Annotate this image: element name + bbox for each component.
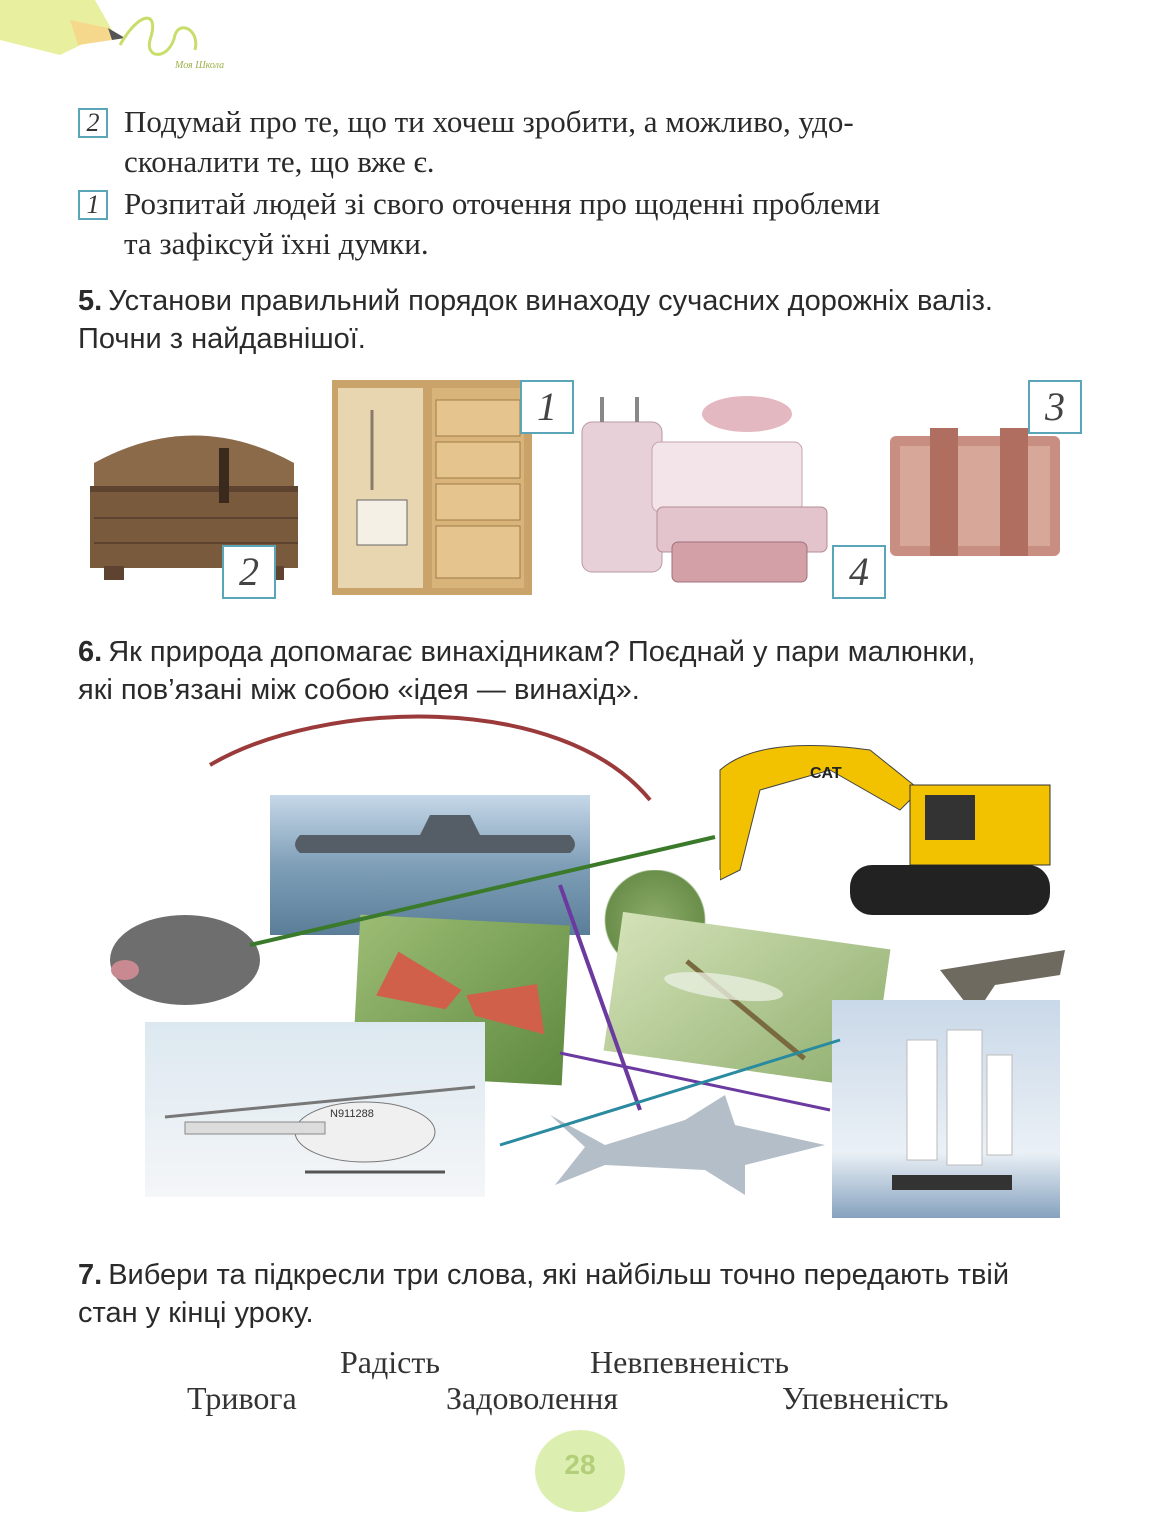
item-check-box[interactable]: 2 [78, 108, 108, 138]
item-line: Подумай про те, що ти хочеш зробити, а можливо, удо- [124, 104, 854, 139]
matching-lines [0, 690, 1151, 1210]
svg-text:Моя Школа: Моя Школа [175, 60, 225, 71]
pencil-decoration [0, 0, 260, 80]
item-line: та зафіксуй їхні думки. [124, 226, 429, 261]
task-number: 5. [78, 285, 103, 317]
word-option[interactable]: Невпевненість [590, 1344, 789, 1380]
page-number-badge [535, 1430, 625, 1512]
answer-box-chest[interactable]: 2 [222, 545, 276, 599]
item-text [124, 102, 1079, 142]
answer-box-modern-luggage[interactable]: 4 [832, 545, 886, 599]
word-option[interactable]: Задоволення [446, 1380, 619, 1416]
task-line: Як природа допомагає винахідникам? Поєднай у пари малюнки, [108, 636, 976, 668]
item-line: сконалити те, що вже є. [124, 144, 435, 179]
task-7-text [78, 1256, 1088, 1332]
task-line: стан у кінці уроку. [78, 1297, 314, 1329]
task-line: Почни з найдавнішої. [78, 323, 366, 355]
task-line: Установи правильний порядок винаходу сучасних дорожніх валіз. [108, 285, 993, 317]
page-number: 28 [564, 1449, 596, 1480]
task-5-text [78, 282, 1088, 358]
item-line: Розпитай людей зі свого оточення про щоденні проблеми [124, 186, 881, 221]
task-line: які пов’язані між собою «ідея — винахід». [78, 674, 640, 706]
task-number: 7. [78, 1259, 103, 1291]
word-option[interactable]: Упевненість [782, 1380, 949, 1416]
wardrobe-trunk-image [332, 380, 532, 595]
item-check-box[interactable]: 1 [78, 190, 108, 220]
item-text-cont [124, 142, 1079, 182]
vintage-suitcase-image [890, 428, 1060, 556]
word-option[interactable]: Тривога [187, 1380, 297, 1416]
word-option[interactable]: Радість [340, 1344, 440, 1380]
item-text-cont [124, 224, 1079, 264]
task-line: Вибери та підкресли три слова, які найбільш точно передають твій [108, 1259, 1010, 1291]
answer-box-suitcase[interactable]: 3 [1028, 380, 1082, 434]
task-number: 6. [78, 636, 103, 668]
answer-box-wardrobe-trunk[interactable]: 1 [520, 380, 574, 434]
svg-text:CAT: CAT [810, 765, 842, 782]
modern-luggage-image [572, 392, 842, 587]
svg-text:N911288: N911288 [330, 1108, 374, 1120]
item-text [124, 184, 1079, 224]
